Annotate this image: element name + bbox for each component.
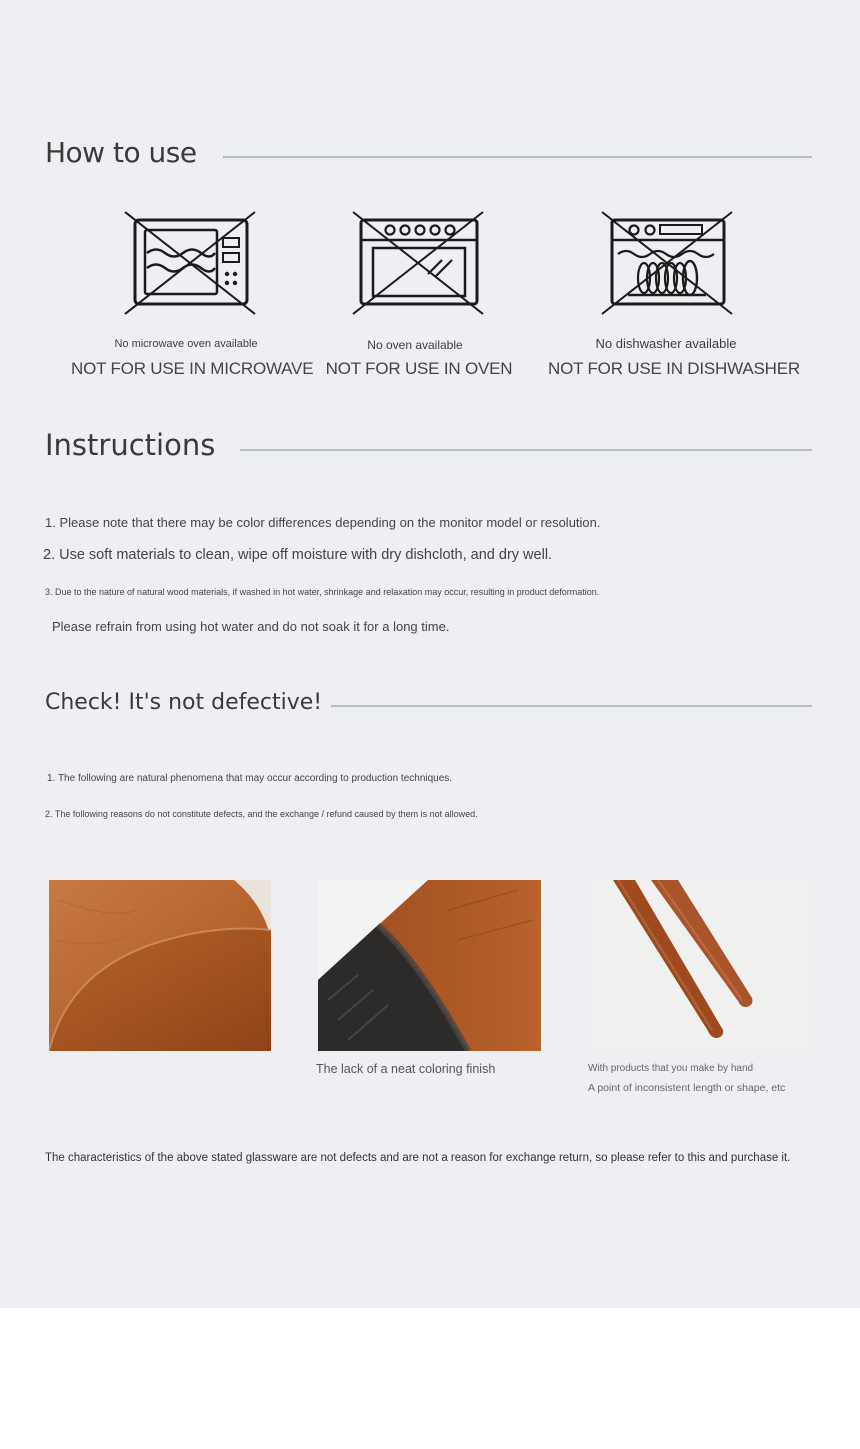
chopsticks-caption-1: With products that you make by hand	[588, 1063, 754, 1074]
chopsticks-photo	[588, 880, 812, 1051]
check-line-2: 2. The following reasons do not constitute defects, and the exchange / refund caused by them is not allowed.	[45, 809, 478, 819]
no-dishwasher-icon	[598, 208, 738, 318]
how-to-use-title: How to use	[45, 136, 197, 169]
how-to-use-divider	[223, 156, 812, 158]
dishwasher-caption-big: NOT FOR USE IN DISHWASHER	[548, 359, 800, 378]
oven-caption-small: No oven available	[367, 338, 463, 352]
check-divider	[331, 705, 812, 707]
footer-note: The characteristics of the above stated glassware are not defects and are not a reason for exchange return, so please refer to this and purchase it.	[45, 1152, 791, 1164]
instructions-heading	[45, 428, 215, 462]
no-oven-icon	[350, 208, 490, 318]
chopsticks-caption-2: A point of inconsistent length or shape, etc	[588, 1082, 786, 1094]
no-microwave-icon	[120, 208, 260, 318]
dishwasher-caption-small: No dishwasher available	[595, 336, 737, 351]
microwave-caption-big: NOT FOR USE IN MICROWAVE	[71, 359, 314, 378]
instruction-line-3: 3. Due to the nature of natural wood materials, if washed in hot water, shrinkage and relaxation may occur, resulting in product deformation.	[45, 587, 600, 597]
instructions-divider	[240, 449, 812, 451]
check-heading	[45, 690, 322, 715]
check-line-1: 1. The following are natural phenomena that may occur according to production techniques.	[47, 773, 453, 784]
instruction-line-4: Please refrain from using hot water and do not soak it for a long time.	[52, 619, 450, 634]
check-title: Check! It's not defective!	[45, 690, 323, 715]
coloring-finish-caption: The lack of a neat coloring finish	[316, 1062, 496, 1076]
instructions-title: Instructions	[45, 428, 216, 462]
coloring-finish-photo	[318, 880, 541, 1051]
how-to-use-heading	[45, 136, 197, 169]
wood-grain-photo	[49, 880, 271, 1051]
instruction-line-1: 1. Please note that there may be color differences depending on the monitor model or resolution.	[45, 515, 601, 530]
oven-caption-big: NOT FOR USE IN OVEN	[325, 359, 513, 378]
microwave-caption-small: No microwave oven available	[114, 338, 258, 350]
instruction-line-2: 2. Use soft materials to clean, wipe off moisture with dry dishcloth, and dry well.	[43, 547, 553, 563]
